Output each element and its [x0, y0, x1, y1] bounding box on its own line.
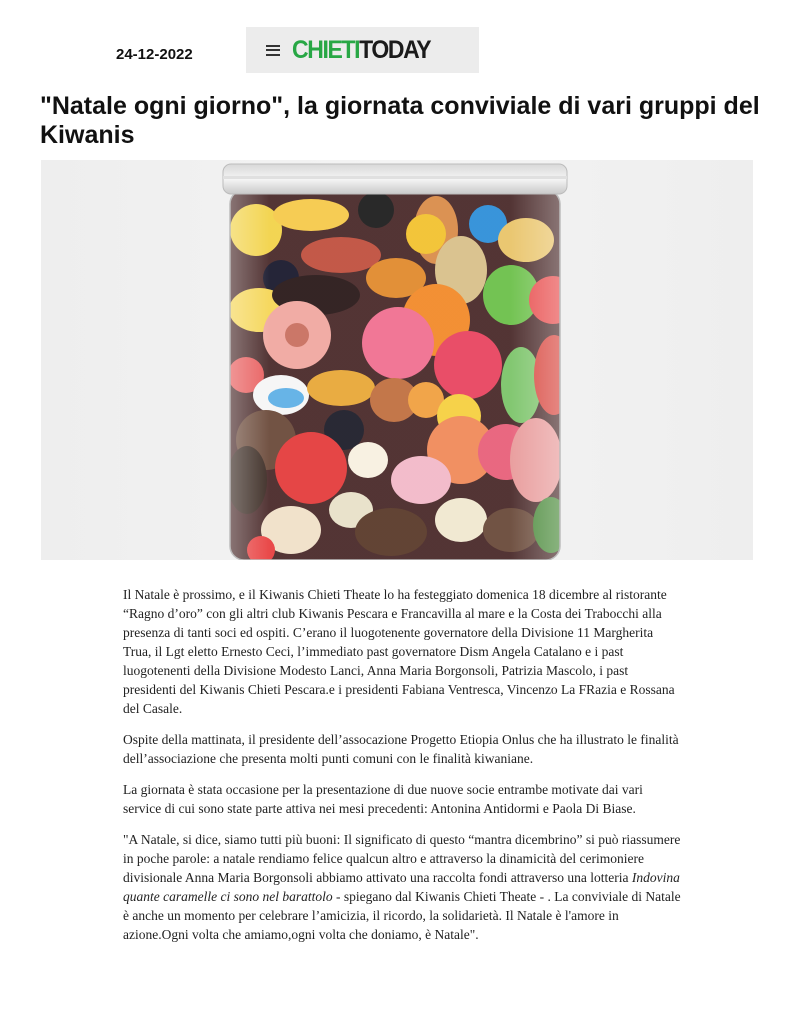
- article-paragraph: Ospite della mattinata, il presidente dell’assocazione Progetto Etiopia Onlus che ha illustrato le finalità dell’associazione che presenta molti punti comuni con le finalità kiwaniane.: [123, 732, 679, 766]
- site-logo[interactable]: [292, 35, 431, 64]
- article-title: "Natale ogni giorno", la giornata conviviale di vari gruppi del Kiwanis: [40, 92, 760, 149]
- logo-part-today: TODAY: [359, 35, 431, 64]
- logo-part-chieti: CHIETI: [292, 35, 360, 64]
- article-date: 24-12-2022: [116, 46, 193, 63]
- article-photo-candy-jar: [41, 160, 753, 560]
- article-quote-paragraph: [123, 830, 683, 944]
- quote-text-end: - spiegano dal Kiwanis Chieti Theate - . La conviviale di Natale è anche un momento per celebrare l’amicizia, il ricordo, la solidarietà. Il Natale è l'amore in azione.Ogni volta che amiamo,ogni volta che doniamo, è Natale".: [123, 889, 681, 942]
- article-paragraph: Il Natale è prossimo, e il Kiwanis Chieti Theate lo ha festeggiato domenica 18 dicembre al ristorante “Ragno d’oro” con gli altri club Kiwanis Pescara e Francavilla al mare e la Costa dei Trabocchi alla presenza di tanti soci ed ospiti. C’erano il luogotenente governatore della Divisione 11 Margherita Trua, il Lgt eletto Ernesto Ceci, l’immediato past governatore Dism Angela Catalano e i past luogotenenti della Divisione Modesto Lanci, Anna Maria Borgonsoli, Patrizia Mascolo, i past presidenti del Kiwanis Chieti Pescara.e i presidenti Fabiana Ventresca, Vincenzo La FRazia e Rossana del Casale.: [123, 587, 675, 716]
- article-body: [123, 585, 683, 956]
- lottery-name: Indovina quante caramelle ci sono nel barattolo: [123, 870, 680, 904]
- hamburger-menu-icon[interactable]: [266, 45, 280, 56]
- quote-text-start: "A Natale, si dice, siamo tutti più buoni: Il significato di questo “mantra dicembrino” si può riassumere in poche parole: a natale rendiamo felice qualcun altro e attraverso la dinamicità del cerimoniere divisionale Anna Maria Borgonsoli abbiamo attivato una raccolta fondi attraverso una lotteria: [123, 832, 681, 885]
- article-paragraph: La giornata è stata occasione per la presentazione di due nuove socie entrambe motivate dai vari service di cui sono state parte attiva nei mesi precedenti: Antonina Antidormi e Paola Di Biase.: [123, 782, 643, 816]
- site-header: [246, 27, 479, 73]
